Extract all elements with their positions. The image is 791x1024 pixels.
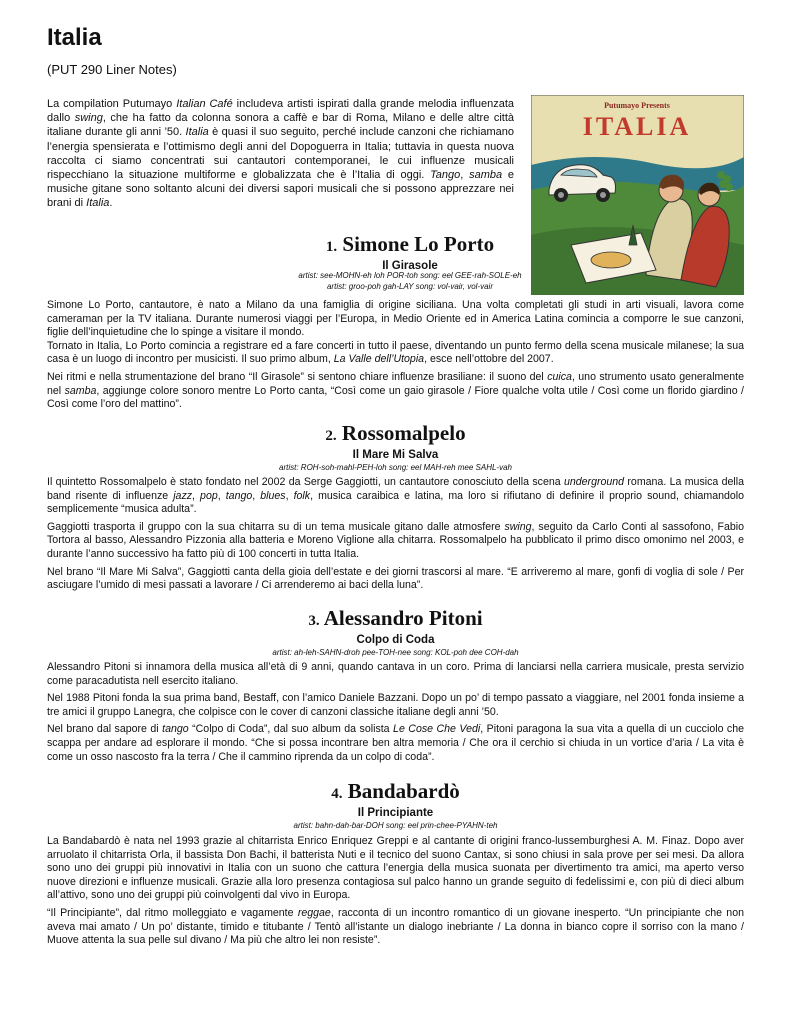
section-1-song: Il Girasole <box>382 260 438 272</box>
section-2-pronunciation: artist: ROH-soh-mahl-PEH-loh song: eel MAH-reh mee SAHL-vah <box>279 463 512 472</box>
section-3-pronunciation: artist: ah-leh-SAHN-droh pee-TOH-nee song: KOL-poh dee COH-dah <box>272 648 519 657</box>
section-4-number: 4. <box>331 786 343 802</box>
section-3-paragraph: Nel 1988 Pitoni fonda la sua prima band, Bestaff, con l’amico Daniele Bazzani. Dopo un po’ di tempo passato a viaggiare, nel 2001 fonda insieme a tre amici il gruppo Lanegra, che colpisce con le cover di canzoni classiche italiane degli anni ’50. <box>47 692 744 718</box>
section-2-song: Il Mare Mi Salva <box>352 449 439 461</box>
section-4-artist-name: Bandabardò <box>347 779 460 803</box>
page-title: Italia <box>47 24 102 51</box>
section-4-song: Il Principiante <box>357 807 434 819</box>
section-4-heading <box>45 779 746 831</box>
section-2-paragraph: Gaggiotti trasporta il gruppo con la sua chitarra su di un tema musicale gitano dalle atmosfere swing, seguito da Carlo Conti al sassofono, Fabio Tortora al basso, Alessandro Pizzonia alla batteria e Moreno Viglione alla chitarra. Rossomalpelo ha pubblicato il primo disco omonimo nel 2003, e durante l’anno successivo ha fatto più di 100 concerti in tutta Italia. <box>47 520 744 560</box>
section-1-artist <box>260 232 560 259</box>
section-3-artist-name: Alessandro Pitoni <box>323 606 483 630</box>
section-1-pronunciation <box>260 270 560 292</box>
section-3-body <box>47 661 744 768</box>
section-1-pronunciation-line-1: artist: see-MOHN-eh loh POR-toh song: eel GEE-rah-SOLE-eh <box>298 271 522 280</box>
section-1-heading <box>260 232 560 273</box>
section-4-paragraph: “Il Principiante”, dal ritmo molleggiato e vagamente reggae, racconta di un incontro romantico di un giovane inesperto. “Un principiante che non aveva mai amato / Un po’ distante, timido e titubante / Tentò all’istante un dialogo inebriante / La donna in bianco copre il sorriso con la mano / Muove attenta la sua pelle sul divano / Ma più che altro lei non resiste”. <box>47 906 744 947</box>
section-1-paragraph: Nei ritmi e nella strumentazione del brano “Il Girasole” si sentono chiare influenze brasiliane: il suono del cuica, uno strumento usato generalmente nel samba, aggiunge colore sonoro mentre Lo Porto canta, “Così come un gaio girasole / Fiore qualche volta utile / Così come un florido giardino / Così come l’oro del mattino”. <box>47 370 744 411</box>
cover-brand-text: Putumayo Presents <box>604 101 670 110</box>
section-2-artist-name: Rossomalpelo <box>341 421 466 445</box>
section-1-number: 1. <box>325 239 338 255</box>
section-3-paragraph: Nel brano dal sapore di tango “Colpo di Coda”, dal suo album da solista Le Cose Che Vedi, Pitoni paragona la sua vita a quella di un cucciolo che scappa per andare ad esplorare il mondo. “Che si possa incontrare ben altra memoria / Che ora il cerchio si chiuda in un vortice d’aria / La vita è come un osso nascosto fra la terra / Che il cammino riprenda da un colpo di coda”. <box>47 723 745 763</box>
section-2-paragraph: Nel brano “Il Mare Mi Salva”, Gaggiotti canta della gioia dell’estate e dei giorni trascorsi al mare. “E arriveremo al mare, gonfi di voglia di sole / Per asciugare l’umido di mesi passati a lavorare / Ci arrenderemo ai baci della luna”. <box>47 565 744 592</box>
section-4-pronunciation: artist: bahn-dah-bar-DOH song: eel prin-chee-PYAHN-teh <box>293 821 498 830</box>
section-4-body <box>47 835 744 952</box>
section-2-artist <box>45 421 746 448</box>
section-3-song: Colpo di Coda <box>356 634 435 646</box>
section-3-paragraph: Alessandro Pitoni si innamora della musica all’età di 9 anni, quando cantava in un coro. Prima di lanciarsi nella carriera musicale, presta servizio come paracadutista nell esercito italiano. <box>47 661 744 687</box>
section-4-paragraph: La Bandabardò è nata nel 1993 grazie al chitarrista Enrico Enriquez Greppi e al cantante di origini franco-lussemburghesi A. M. Finaz. Dopo aver arruolato il chitarrista Orla, il bassista Don Bachi, il batterista Nuti e il tecnico del suono Cantax, si sono chiusi in sala prove per sei mesi. Da allora sono uno dei gruppi più innovativi in Italia con un suono che cattura l’energia della musica suonata per divertimento tra amici, ma aperto verso nuove direzioni e influenze musicali. Grazie alla loro presenza contagiosa sul palco hanno un grande seguito di fedelissimi e, con più di dieci album all’attivo, sono uno dei gruppi più coinvolgenti dal vivo in Europa. <box>47 835 744 902</box>
section-1-pronunciation-line-2: artist: groo-poh gah-LAY song: vol-vair, vol-vair <box>326 282 493 291</box>
section-3-number: 3. <box>308 613 320 629</box>
section-2-heading <box>45 421 746 473</box>
section-3-artist <box>45 606 746 633</box>
section-3-heading <box>45 606 746 658</box>
intro-paragraph: La compilation Putumayo Italian Café includeva artisti ispirati dalla grande melodia influenzata dallo swing, che ha fatto da colonna sonora a caffè e bar di Roma, Milano e delle altre città italiane durante gli anni ’50. Italia è quasi il suo seguito, perché include canzoni che richiamano l’energia spensierata e l’ottimismo degli anni del Dopoguerra in Italia; tuttavia in questa nuova raccolta ci siamo concentrati sui cantautori contemporanei, le cui influenze musicali rispecchiano la situazione multiforme e globalizzata che è l’Italia di oggi. Tango, samba e musiche gitane sono soltanto alcuni dei diversi sapori musicali che si possono apprezzare nei brani di Italia. <box>47 98 515 210</box>
section-2-number: 2. <box>325 428 337 444</box>
section-1-body <box>47 299 744 416</box>
cover-title-text: ITALIA <box>582 112 692 141</box>
section-1-artist-name: Simone Lo Porto <box>342 232 495 256</box>
page-subtitle: (PUT 290 Liner Notes) <box>47 62 177 77</box>
section-2-paragraph: Il quintetto Rossomalpelo è stato fondato nel 2002 da Serge Gaggiotti, un cantautore conosciuto della scena underground romana. La musica della band risente di influenze jazz, pop, tango, blues, folk, musica caraibica e latina, ma loro si rifiutano di definire il proprio sound, chiamandolo semplicemente “musica adulta”. <box>47 476 745 516</box>
section-1-paragraph: Tornato in Italia, Lo Porto comincia a registrare ed a fare concerti in tutto il paese, diventando un punto fermo della scena musicale milanese; la sua casa è un luogo di incontro per musicisti. Il suo primo album, La Valle dell’Utopia, esce nell’ottobre del 2007. <box>47 339 744 366</box>
section-2-body <box>47 476 744 597</box>
section-1-paragraph: Simone Lo Porto, cantautore, è nato a Milano da una famiglia di origine siciliana. Una volta completati gli studi in arti visuali, lavora come cameraman per la TV italiana. Durante numerosi viaggi per l’Europa, in Medio Oriente ed in America Latina comincia a comporre le sue canzoni, figlie dell’inquietudine che lo spinge a visitare il mondo. <box>47 299 744 339</box>
album-cover-illustration <box>531 95 744 295</box>
section-4-artist <box>45 779 746 806</box>
